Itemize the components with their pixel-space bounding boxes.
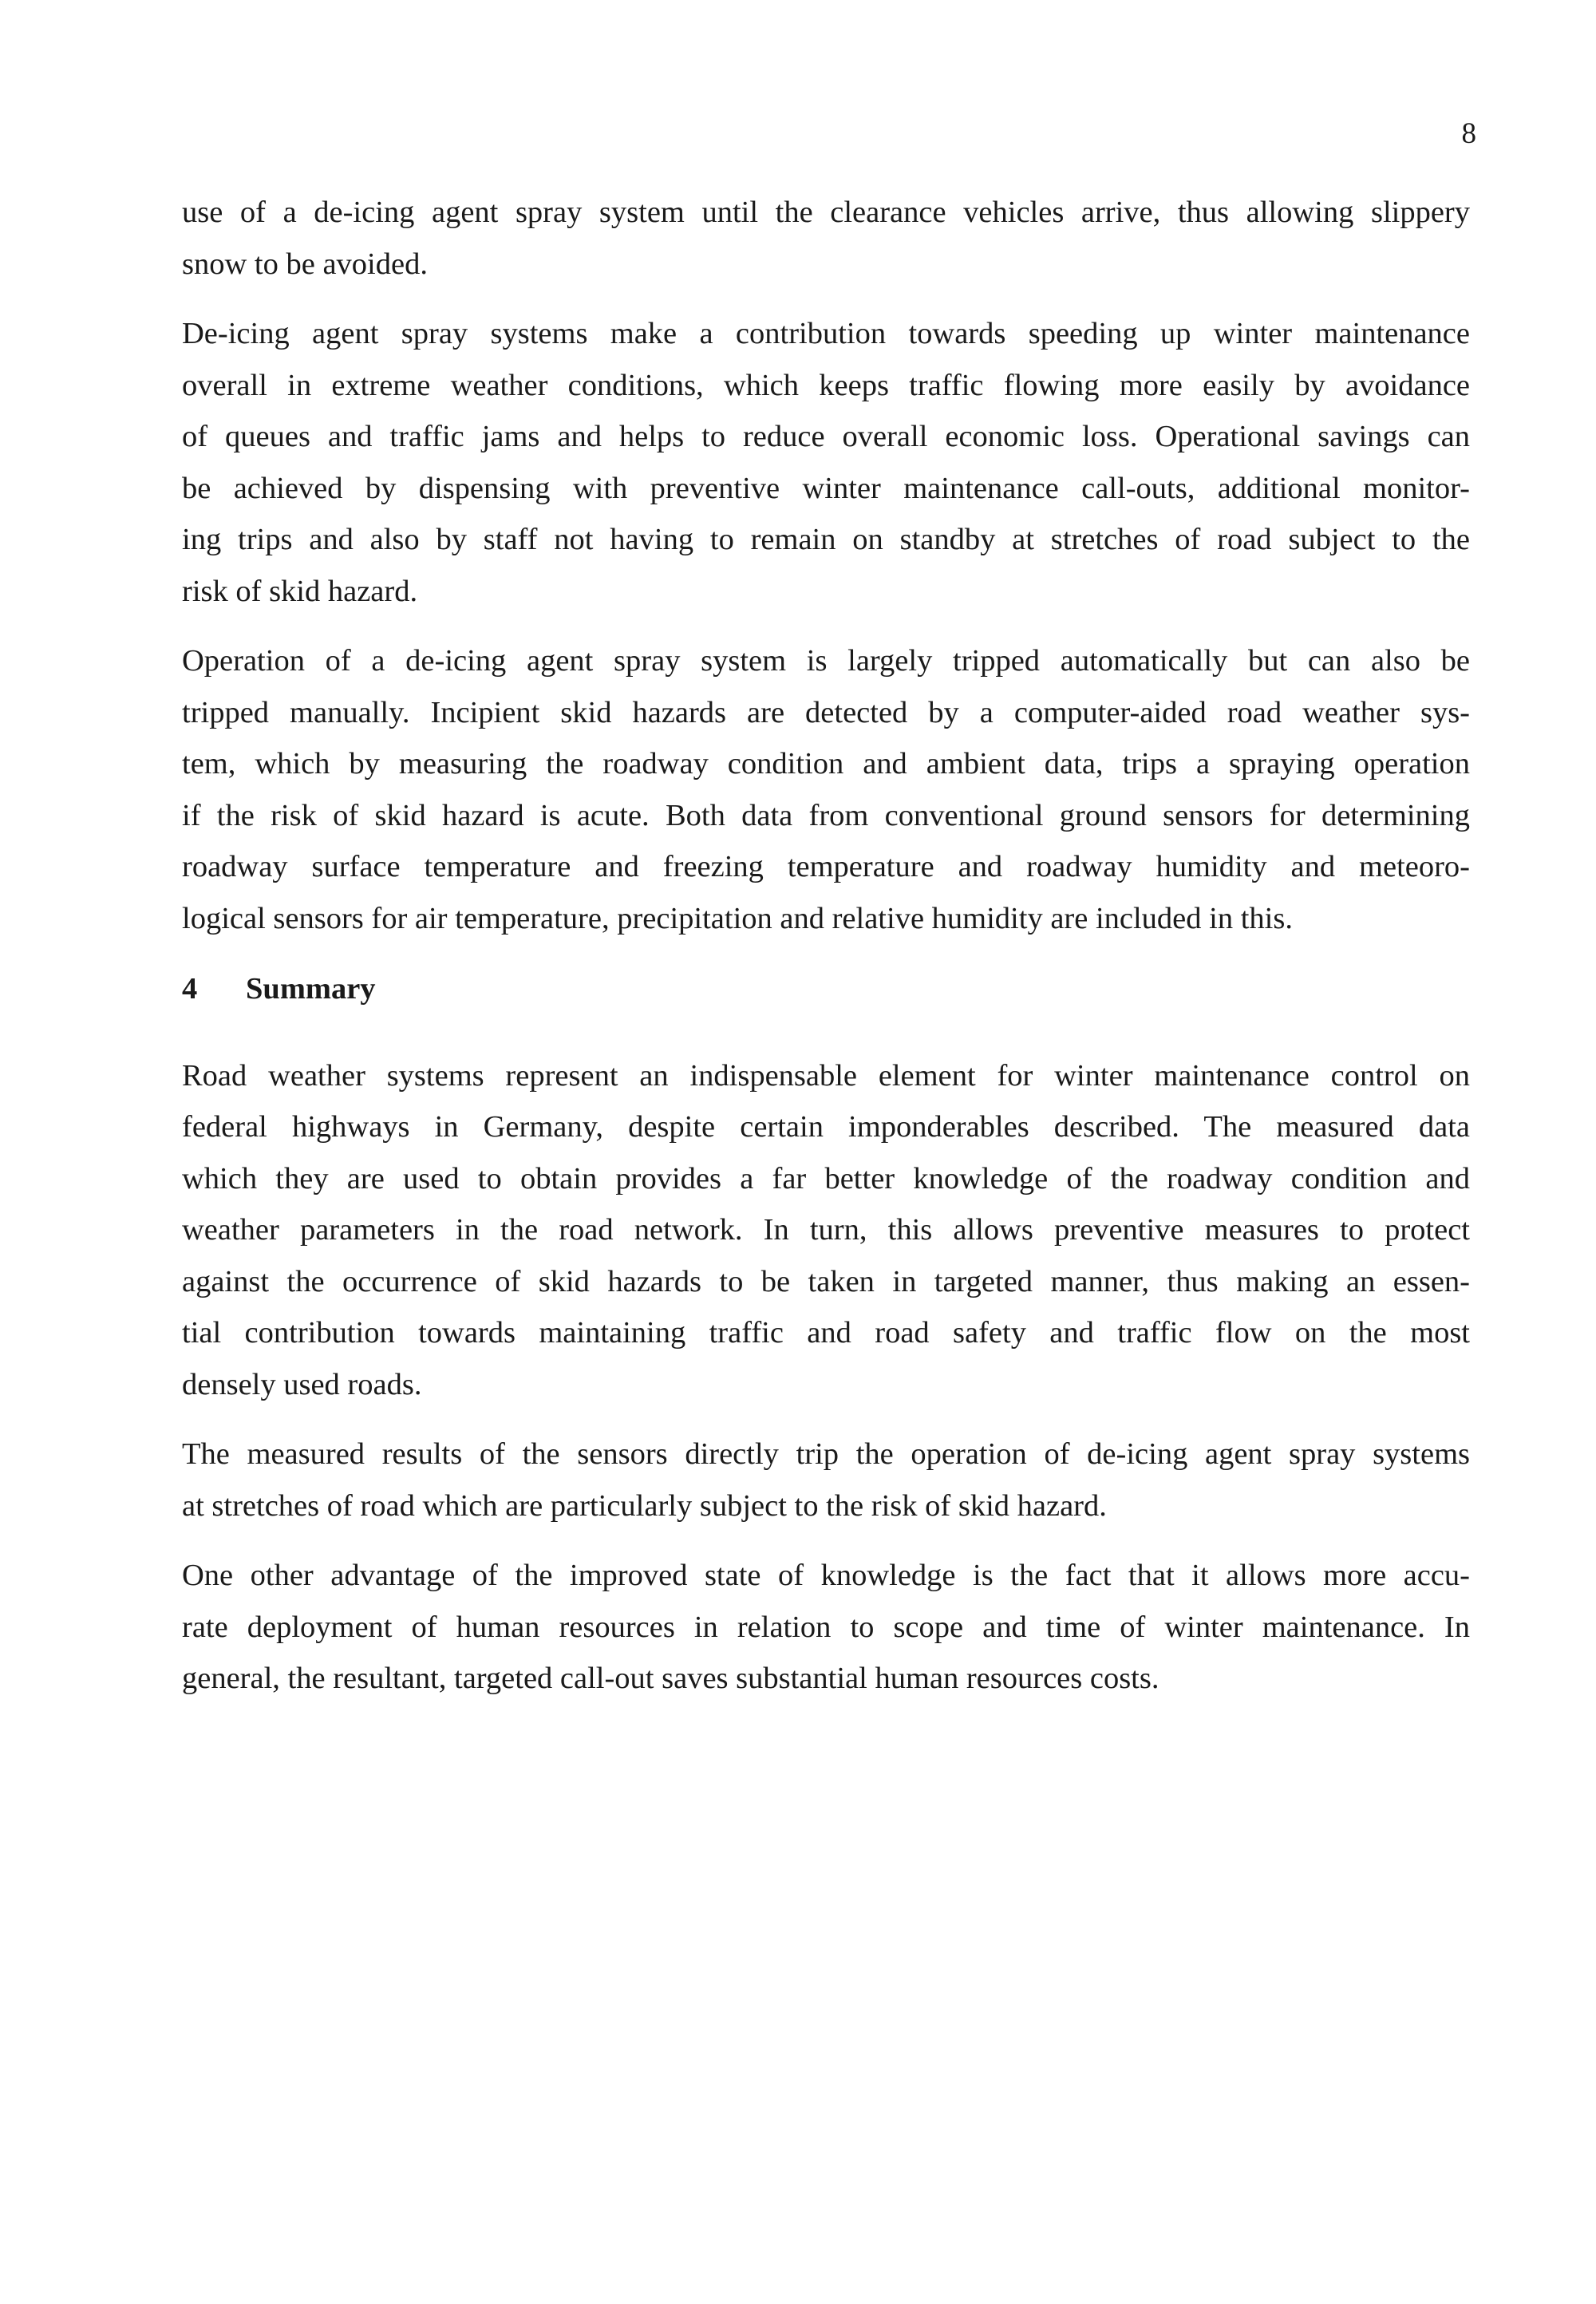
page-body xyxy=(182,187,1470,1723)
paragraph xyxy=(182,308,1470,617)
paragraph xyxy=(182,635,1470,944)
paragraph xyxy=(182,187,1470,290)
text-line: general, the resultant, targeted call-out saves substantial human resources costs. xyxy=(182,1662,1159,1695)
text-line: be achieved by dispensing with preventive winter maintenance call-outs, additional monitor- xyxy=(182,471,1470,505)
paragraph xyxy=(182,1429,1470,1531)
text-line: risk of skid hazard. xyxy=(182,574,418,608)
text-line: tial contribution towards maintaining traffic and road safety and traffic flow on the most xyxy=(182,1316,1470,1350)
text-line: Operation of a de-icing agent spray system is largely tripped automatically but can also be xyxy=(182,644,1470,678)
text-line: tripped manually. Incipient skid hazards are detected by a computer-aided road weather sys- xyxy=(182,695,1470,729)
text-line: which they are used to obtain provides a far better knowledge of the roadway condition and xyxy=(182,1161,1470,1195)
section-heading xyxy=(182,963,1470,1015)
text-line: snow to be avoided. xyxy=(182,247,428,281)
text-line: if the risk of skid hazard is acute. Both data from conventional ground sensors for determining xyxy=(182,798,1470,832)
page-number: 8 xyxy=(1461,117,1476,150)
text-line: De-icing agent spray systems make a contribution towards speeding up winter maintenance xyxy=(182,317,1470,350)
text-line: logical sensors for air temperature, precipitation and relative humidity are included in this. xyxy=(182,901,1293,935)
text-line: at stretches of road which are particularly subject to the risk of skid hazard. xyxy=(182,1488,1107,1523)
paragraph xyxy=(182,1050,1470,1411)
text-line: Road weather systems represent an indispensable element for winter maintenance control on xyxy=(182,1058,1470,1093)
section-title: Summary xyxy=(246,972,376,1006)
section-number: 4 xyxy=(182,972,198,1006)
text-line: ing trips and also by staff not having to remain on standby at stretches of road subject to the xyxy=(182,523,1470,556)
text-line: overall in extreme weather conditions, which keeps traffic flowing more easily by avoidance xyxy=(182,368,1470,402)
paragraphs-after-section xyxy=(182,1050,1470,1705)
text-line: tem, which by measuring the roadway condition and ambient data, trips a spraying operation xyxy=(182,747,1470,781)
text-line: One other advantage of the improved state of knowledge is the fact that it allows more accu- xyxy=(182,1559,1470,1592)
paragraph xyxy=(182,1550,1470,1705)
paragraphs-before-section xyxy=(182,187,1470,944)
text-line: weather parameters in the road network. In turn, this allows preventive measures to protect xyxy=(182,1213,1470,1247)
text-line: use of a de-icing agent spray system until the clearance vehicles arrive, thus allowing slippery xyxy=(182,196,1470,229)
text-line: roadway surface temperature and freezing temperature and roadway humidity and meteoro- xyxy=(182,850,1470,883)
text-line: The measured results of the sensors directly trip the operation of de-icing agent spray systems xyxy=(182,1437,1470,1471)
text-line: rate deployment of human resources in relation to scope and time of winter maintenance. In xyxy=(182,1610,1470,1644)
text-line: of queues and traffic jams and helps to reduce overall economic loss. Operational savings can xyxy=(182,420,1470,453)
text-line: against the occurrence of skid hazards to be taken in targeted manner, thus making an essen- xyxy=(182,1264,1470,1298)
text-line: densely used roads. xyxy=(182,1367,422,1401)
text-line: federal highways in Germany, despite certain imponderables described. The measured data xyxy=(182,1110,1470,1144)
